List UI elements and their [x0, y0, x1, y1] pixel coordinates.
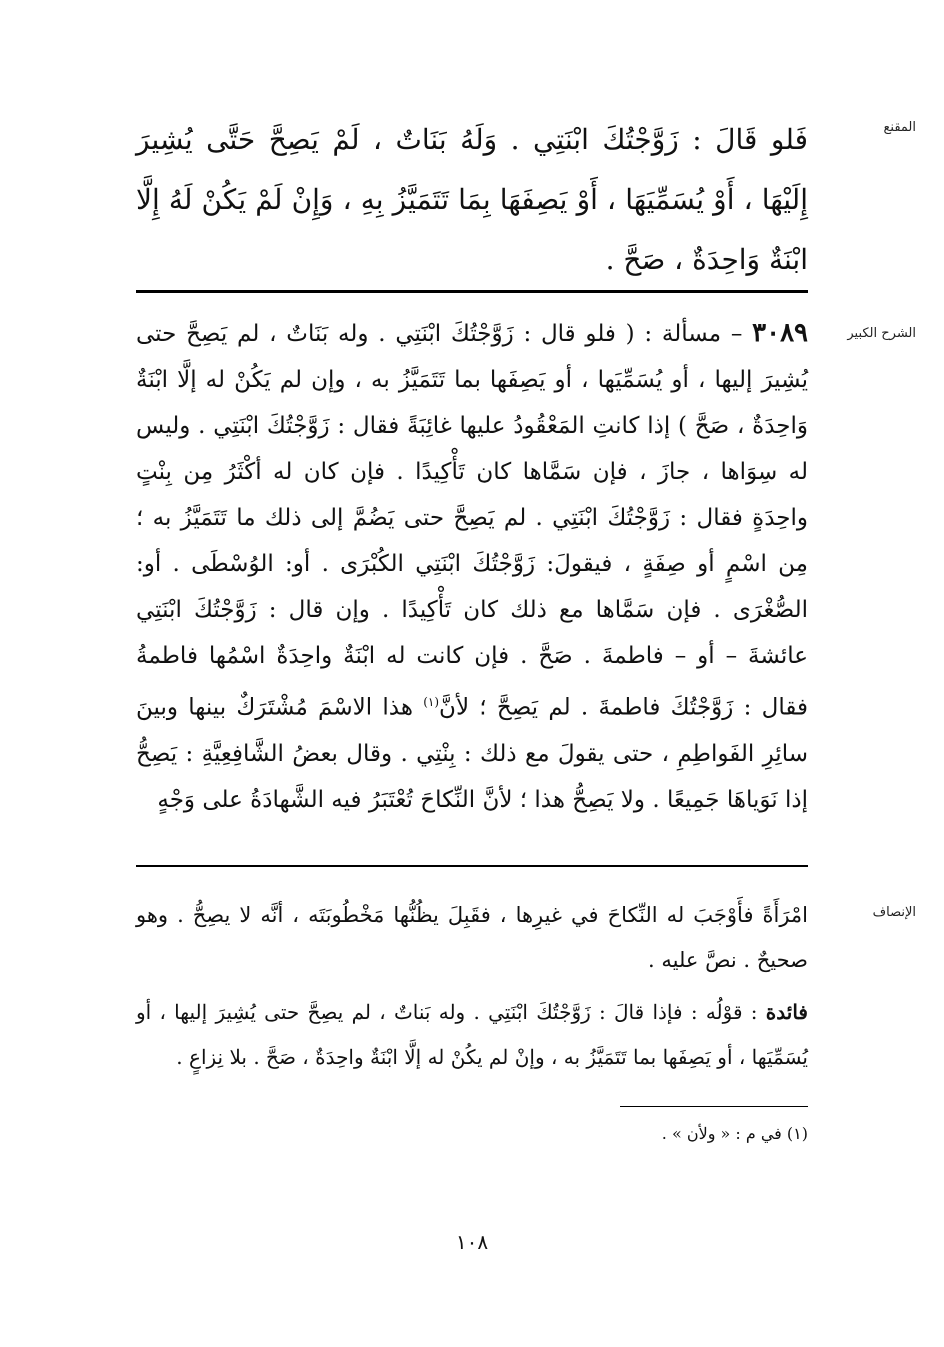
faida-text: : قوْلُه : فإذا قالَ : زَوَّجْتُكَ ابْنَتِي . وله بَناتٌ ، لم يصِحَّ حتى يُشِيرَ إليها ، أو يُسَمِّيَها ، أو يَصِفَها بما تَتَمَيَّزُ به ، وإنْ لم يكُنْ له إلَّا ابْنَةٌ واحِدَةٌ ، صَحَّ . بلا نِزاعٍ . — [136, 1000, 808, 1069]
muqni-label: المقنع — [883, 120, 916, 135]
insaf-text-block — [136, 893, 808, 983]
section-divider-thin — [136, 865, 808, 867]
issue-number: ٣٠٨٩ — [752, 318, 808, 348]
sharh-paragraph — [136, 310, 808, 823]
insaf-faida-block — [136, 990, 808, 1080]
sharh-text-continued: هذا الاسْمَ مُشْتَرَكٌ بينها وبينَ سائِرِ الفَواطِمِ ، حتى يقولَ مع ذلك : بِنْتِي . وقال بعضُ الشَّافِعِيَّةِ : يَصِحُّ إذا نَوَياهَا جَمِيعًا . ولا يَصِحُّ هذا ؛ لأنَّ النِّكاحَ تُعْتَبَرُ فيه الشَّهادَةُ على وَجْهٍ — [136, 694, 808, 813]
insaf-faida-paragraph — [136, 990, 808, 1080]
sharh-label: الشرح الكبير — [847, 326, 916, 341]
insaf-text: امْرَأَةً فأَوْجَبَ له النِّكاحَ في غيرِها ، فقَبِلَ يظُنُّها مَخْطُوبَتَه ، أنَّه لا يصِحُّ . وهو صحيحٌ . نصَّ عليه . — [136, 903, 808, 972]
footnote: (١) في م : « ولأن » . — [661, 1124, 808, 1143]
footnote-reference: (١) — [423, 695, 440, 709]
faida-label: فائدة — [765, 1000, 808, 1024]
muqni-text: فَلو قَالَ : زَوَّجْتُكَ ابْنَتِي . وَلَهُ بَنَاتٌ ، لَمْ يَصِحَّ حَتَّى يُشِيرَ إِلَيْهَا ، أَوْ يُسَمِّيَهَا ، أَوْ يَصِفَهَا بِمَا تَتَمَيَّزُ بِهِ ، وَإِنْ لَمْ يَكُنْ لَهُ إِلَّا ابْنَةٌ وَاحِدَةٌ ، صَحَّ . — [136, 123, 808, 276]
section-divider-thick — [136, 290, 808, 293]
footnote-divider — [620, 1106, 808, 1107]
sharh-text: – مسألة : ( فلو قال : زَوَّجْتُكَ ابْنَتِي . وله بَنَاتٌ ، لم يَصِحَّ حتى يُشِيرَ إليها ، أو يُسَمِّيَها ، أو يَصِفَها بما تَتَمَيَّزُ به ، وإن لم يَكُنْ له إلَّا ابْنَةٌ وَاحِدَةٌ ، صَحَّ ) إذا كانتِ المَعْقُودُ عليها غائِبَةً فقال : زَوَّجْتُكَ ابْنَتِي . وليس له سِوَاها ، جازَ ، فإن سَمَّاها كان تَأْكِيدًا . فإن كان له أكْثَرُ مِن بِنْتٍ واحِدَةٍ فقال : زَوَّجْتُكَ ابْنَتِي . لم يَصِحَّ حتى يَضُمَّ إلى ذلك ما تَتَمَيَّزُ به ؛ مِن اسْمٍ أو صِفَةٍ ، فيقولَ: زَوَّجْتُكَ ابْنَتِي الكُبْرَى . أو: الوُسْطَى . أو: الصُّغْرَى . فإن سَمَّاها مع ذلك كان تَأْكِيدًا . وإن قال : زَوَّجْتُكَ ابْنَتِي عائشةَ – أو – فاطمةَ . صَحَّ . فإن كانت له ابْنَةٌ واحِدَةٌ اسْمُها فاطمةُ فقال : زَوَّجْتُكَ فاطمةَ . لم يَصِحَّ ؛ لأنَّ — [136, 321, 808, 721]
muqni-text-block — [136, 110, 808, 290]
sharh-text-block — [136, 310, 808, 823]
page-number: ١٠٨ — [455, 1230, 489, 1254]
insaf-label: الإنصاف — [872, 905, 916, 920]
